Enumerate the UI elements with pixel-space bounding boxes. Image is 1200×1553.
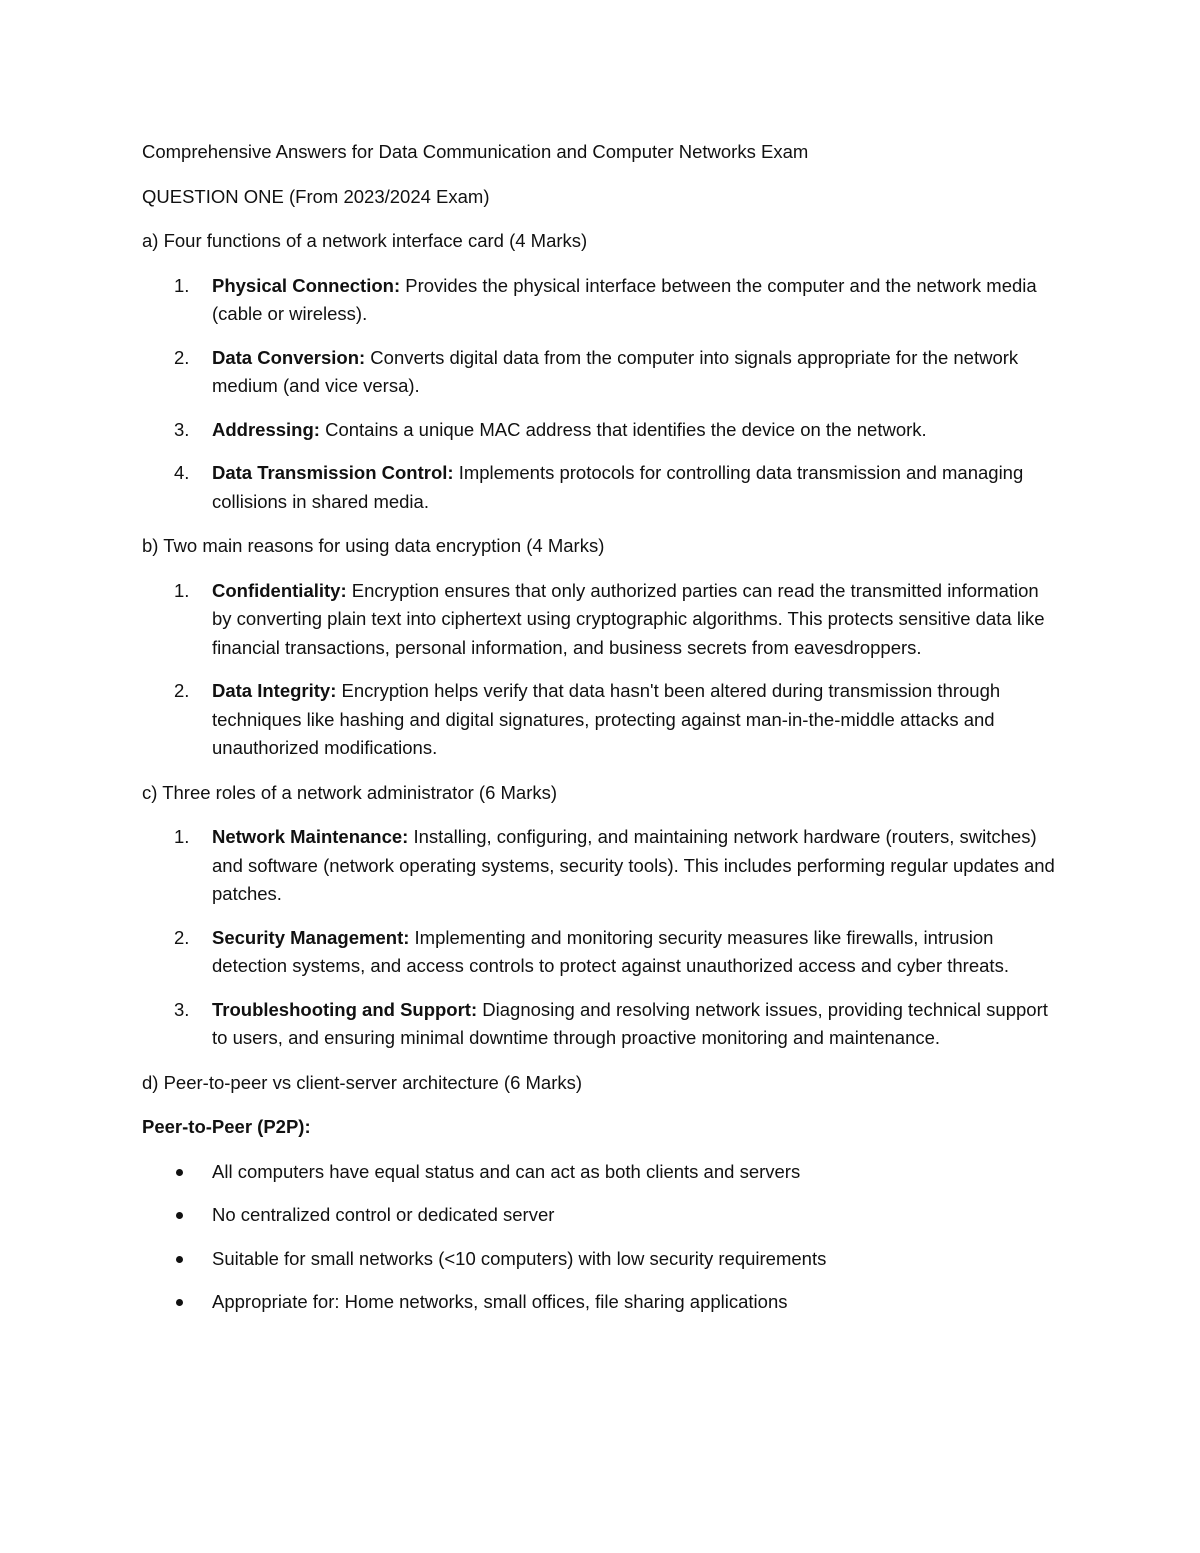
bullet-item	[142, 1201, 1062, 1230]
bullet-item	[142, 1158, 1062, 1187]
section-b-heading: b) Two main reasons for using data encryption (4 Marks)	[142, 535, 605, 556]
list-item	[142, 344, 1062, 401]
item-text: Encryption ensures that only authorized parties can read the transmitted information by converting plain text into ciphertext using cryptographic algorithms. This protects sensitive data like financial transactions, personal information, and business secrets from eavesdroppers.	[212, 579, 1045, 658]
bullet-text: Suitable for small networks (<10 computers) with low security requirements	[212, 1247, 827, 1269]
item-text: Diagnosing and resolving network issues, providing technical support to users, and ensuring minimal downtime through proactive monitoring and maintenance.	[212, 998, 1048, 1048]
list-item	[142, 677, 1062, 763]
document-title: Comprehensive Answers for Data Communication and Computer Networks Exam	[142, 141, 809, 162]
bullet-icon	[176, 1169, 183, 1176]
list-number: 1.	[174, 274, 190, 296]
item-term: Addressing:	[212, 418, 320, 440]
list-number: 3.	[174, 418, 190, 440]
item-text: Encryption helps verify that data hasn't been altered during transmission through techniques like hashing and digital signatures, protecting against man-in-the-middle attacks and unauthorized modifications.	[212, 680, 1001, 758]
list-number: 1.	[174, 826, 190, 847]
item-text: Installing, configuring, and maintaining network hardware (routers, switches) and software (network operating systems, security tools). This includes performing regular updates and patches.	[212, 826, 1055, 904]
question-heading: QUESTION ONE (From 2023/2024 Exam)	[142, 185, 490, 207]
section-a-list	[142, 272, 1062, 517]
bullet-item	[142, 1288, 1062, 1317]
bullet-text: All computers have equal status and can act as both clients and servers	[212, 1160, 801, 1182]
item-text: Implementing and monitoring security measures like firewalls, intrusion detection systems, and access controls to protect against unauthorized access and cyber threats.	[212, 926, 1009, 976]
item-text: Provides the physical interface between the computer and the network media (cable or wireless).	[212, 274, 1037, 324]
item-term: Data Transmission Control:	[212, 462, 454, 483]
bullet-icon	[176, 1299, 183, 1306]
list-number: 1.	[174, 579, 190, 601]
section-d-heading: d) Peer-to-peer vs client-server architecture (6 Marks)	[142, 1071, 583, 1093]
item-term: Security Management:	[212, 926, 410, 948]
bullet-text: Appropriate for: Home networks, small offices, file sharing applications	[212, 1291, 788, 1312]
list-item	[142, 996, 1062, 1053]
list-number: 4.	[174, 462, 190, 483]
section-a-heading: a) Four functions of a network interface card (4 Marks)	[142, 230, 588, 251]
list-item	[142, 577, 1062, 663]
section-d-subheading: Peer-to-Peer (P2P):	[142, 1116, 311, 1137]
item-text: Contains a unique MAC address that identifies the device on the network.	[319, 418, 927, 440]
bullet-text: No centralized control or dedicated server	[212, 1204, 555, 1225]
bullet-icon	[176, 1256, 183, 1263]
item-term: Network Maintenance:	[212, 826, 409, 847]
section-d-bullet-list	[142, 1158, 1062, 1317]
list-number: 2.	[174, 346, 190, 368]
document-body	[142, 138, 1062, 1333]
list-number: 3.	[174, 998, 190, 1020]
list-item	[142, 823, 1062, 909]
section-c-heading: c) Three roles of a network administrator (6 Marks)	[142, 781, 558, 803]
list-item	[142, 924, 1062, 981]
list-number: 2.	[174, 680, 190, 701]
list-number: 2.	[174, 926, 190, 948]
item-term: Data Integrity:	[212, 680, 337, 701]
item-term: Physical Connection:	[212, 274, 401, 296]
item-text: Converts digital data from the computer into signals appropriate for the network medium (and vice versa).	[212, 346, 1019, 396]
list-item	[142, 416, 1062, 445]
item-text: Implements protocols for controlling data transmission and managing collisions in shared media.	[212, 462, 1024, 512]
section-b-list	[142, 577, 1062, 763]
bullet-item	[142, 1245, 1062, 1274]
section-c-list	[142, 823, 1062, 1053]
bullet-icon	[176, 1212, 183, 1219]
item-term: Data Conversion:	[212, 346, 366, 368]
list-item	[142, 272, 1062, 329]
item-term: Troubleshooting and Support:	[212, 998, 478, 1020]
list-item	[142, 459, 1062, 516]
item-term: Confidentiality:	[212, 579, 347, 601]
